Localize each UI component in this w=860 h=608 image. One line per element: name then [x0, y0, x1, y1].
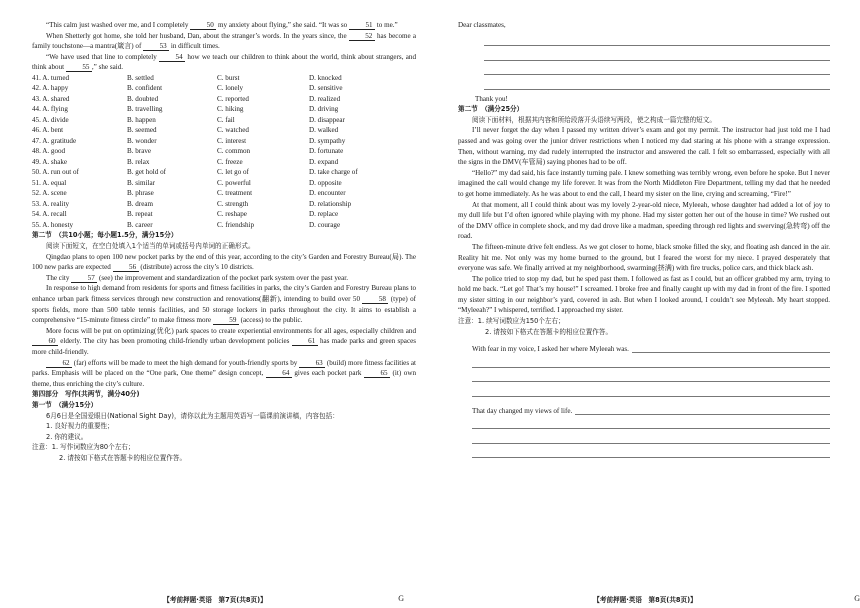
option-choice: C. friendship	[217, 220, 255, 229]
passage-text: how we teach our children to think about the world, think about strangers, and think about	[32, 52, 416, 72]
continuation-lead-2[interactable]	[472, 403, 830, 415]
answer-blank: 54	[159, 53, 185, 62]
passage-text: (far) efforts will be made to meet the high demand for youth-friendly sports by	[72, 358, 300, 367]
option-choice: 47. A. gratitude	[32, 136, 77, 145]
option-choice: D. disappear	[309, 115, 345, 124]
writing-line[interactable]	[484, 32, 830, 47]
writing-line[interactable]	[484, 46, 830, 61]
story-paragraph: “Hello?” my dad said, his face instantly turning pale. I knew something was terribly wrong, even before he spoke. But I never imagined the call would change my life forever. It was from the North Middleton Fire Department, telling my dad that he needed to get home immediately. As he was about to end the call, I heard my sister on the line, crying and screaming, “Fire!”	[458, 168, 830, 198]
option-choice: B. settled	[127, 73, 154, 82]
answer-blank: 64	[266, 369, 292, 378]
answer-blank: 65	[364, 369, 390, 378]
writing-line[interactable]	[472, 368, 830, 383]
answer-blank: 50	[190, 21, 216, 30]
passage-text: to me.”	[375, 21, 398, 29]
option-choice: 44. A. flying	[32, 105, 68, 114]
options-table	[32, 73, 402, 231]
story-paragraph: I’ll never forget the day when I passed my written driver’s exam and got my permit. The instructor had just told me I had passed and was going over the junior driver restrictions when I noticed my dad staring at his phone with a strange expression. Then, without warning, my dad rudely interrupted the instructor and answered the call. I felt so embarrassed, especially with all the signs in the DMV(车管局) saying phones had to be off.	[458, 126, 830, 167]
option-choice: D. take charge of	[309, 168, 358, 177]
passage-text: (it) own theme, thus enriching the city’s culture.	[32, 369, 416, 388]
option-row	[32, 220, 402, 231]
option-choice: C. hiking	[217, 105, 244, 114]
part-title: 第四部分 写作(共两节，满分40分)	[32, 390, 140, 399]
section-instruction: 阅读下面短文，在空白处填入1个适当的单词或括号内单词的正确形式。	[46, 242, 255, 251]
option-row	[32, 136, 402, 147]
option-choice: D. expand	[309, 157, 339, 166]
answer-blank: 51	[349, 21, 375, 30]
option-choice: D. realized	[309, 94, 341, 103]
option-choice: 41. A. turned	[32, 73, 70, 82]
passage-paragraph	[32, 252, 416, 273]
option-row	[32, 188, 402, 199]
option-choice: 52. A. scene	[32, 189, 67, 198]
option-row	[32, 94, 402, 105]
option-choice: C. treatment	[217, 189, 253, 198]
story-paragraph: The police tried to stop my dad, but he sped past them. I followed as fast as I could, but an officer grabbed my arm, trying to hold me back. “Let go! That’s my house!” I screamed. I broke free and finally caught up with my dad in front of the fire. I spotted my sister sitting in our neighbor’s yard, covered in ash. But when I looked around, I couldn’t see Myleeah. My heart stopped. “Myleeah?” I whispered, terrified. I approached my sister.	[458, 274, 830, 315]
passage-paragraph	[32, 31, 416, 52]
note-line: 注意：1. 续写词数应为150个左右；	[458, 317, 565, 326]
passage-text: When Shetterly got home, she told her husband, Dan, about the stranger’s words. In the years since, the	[46, 31, 349, 40]
passage-text: has made parks and green spaces more child-friendly.	[32, 337, 416, 356]
option-choice: B. confident	[127, 84, 163, 93]
option-choice: B. dream	[127, 199, 154, 208]
option-choice: C. freeze	[217, 157, 243, 166]
option-choice: 54. A. recall	[32, 210, 67, 219]
note-line: 2. 请按如下格式在答题卡的相应位置作答。	[59, 453, 187, 462]
option-choice: C. strength	[217, 199, 249, 208]
story-paragraph: At that moment, all I could think about was my lovely 2-year-old niece, Myleeah, whose daughter had added a lot of joy to my dull life but I’d often ignored while playing with my phone. Had my sister gotten her out of the house in time? We rushed out of the DMV office in complete shock, and my dad drove like a madman, speeding through red lights and swerving(急转弯) off the road.	[458, 200, 830, 241]
option-choice: D. driving	[309, 105, 339, 114]
passage-paragraph	[32, 52, 416, 73]
option-row	[32, 199, 402, 210]
passage-text: elderly. The city has been promoting child-friendly urban development policies	[58, 337, 292, 346]
option-choice: 55. A. honesty	[32, 220, 73, 229]
writing-point: 2. 你的建议。	[46, 432, 88, 441]
writing-line[interactable]	[472, 382, 830, 397]
option-choice: 49. A. shake	[32, 157, 68, 166]
option-choice: D. opposite	[309, 178, 342, 187]
footer-text: 【考前押题·英语 第7页(共8页)】	[163, 596, 267, 604]
option-choice: B. wonder	[127, 136, 157, 145]
passage-paragraph	[32, 326, 416, 358]
writing-area-2[interactable]	[472, 341, 830, 458]
writing-line[interactable]	[575, 406, 830, 415]
section-title: 第二节 （共10小题；每小题1.5分，满分15分）	[32, 231, 178, 240]
footer-text: 【考前押题·英语 第8页(共8页)】	[593, 596, 697, 604]
footer-mark: G	[854, 594, 860, 603]
passage-text: (build) more fitness facilities at parks. Emphasis will be placed on the “One park, One theme” design concept,	[32, 358, 416, 378]
option-choice: C. powerful	[217, 178, 251, 187]
option-choice: 43. A. shared	[32, 94, 70, 103]
option-row	[32, 104, 402, 115]
option-row	[32, 115, 402, 126]
option-choice: D. sympathy	[309, 136, 346, 145]
option-choice: B. seemed	[127, 126, 157, 135]
option-choice: B. brave	[127, 147, 152, 156]
option-row	[32, 146, 402, 157]
passage-text: ,” she said.	[91, 63, 124, 72]
option-choice: B. career	[127, 220, 153, 229]
writing-line[interactable]	[472, 415, 830, 430]
writing-line[interactable]	[472, 429, 830, 444]
option-choice: D. knocked	[309, 73, 342, 82]
option-choice: D. walked	[309, 126, 339, 135]
answer-blank: 57	[71, 274, 97, 283]
passage-text: “This calm just washed over me, and I completely	[46, 21, 191, 29]
passage-text: (distribute) across the city’s 10 districts.	[138, 263, 254, 272]
answer-blank: 53	[143, 42, 169, 51]
writing-line[interactable]	[472, 353, 830, 368]
option-choice: D. replace	[309, 210, 339, 219]
option-choice: 48. A. good	[32, 147, 66, 156]
option-choice: 53. A. reality	[32, 199, 70, 208]
passage-paragraph	[32, 20, 416, 31]
writing-point: 1. 良好视力的重要性；	[46, 422, 114, 431]
option-choice: C. fail	[217, 115, 235, 124]
option-row	[32, 178, 402, 189]
option-choice: C. reported	[217, 94, 249, 103]
answer-blank: 52	[349, 32, 375, 41]
passage-text: has become a family touchstone—a mantra(箴言) of	[32, 31, 416, 51]
option-choice: B. similar	[127, 178, 155, 187]
answer-blank: 63	[299, 359, 325, 368]
option-choice: C. common	[217, 147, 251, 156]
passage-text: “We have used that line to completely	[46, 52, 160, 61]
option-choice: C. burst	[217, 73, 240, 82]
section-instruction: 阅读下面材料，根据其内容和所给段落开头语续写两段，使之构成一篇完整的短文。	[472, 115, 716, 124]
writing-line[interactable]	[472, 444, 830, 459]
lead-sentence: With fear in my voice, I asked her where Myleeah was.	[472, 345, 629, 354]
option-choice: B. travelling	[127, 105, 163, 114]
option-choice: 50. A. run out of	[32, 168, 79, 177]
passage-text: my anxiety about flying,” she said. “It was so	[216, 21, 349, 29]
option-choice: D. sensitive	[309, 84, 343, 93]
option-choice: B. phrase	[127, 189, 154, 198]
option-choice: 45. A. divide	[32, 115, 69, 124]
writing-prompt: 6月6日是全国爱眼日(National Sight Day)，请你以此为主题用英语写一篇课前演讲稿，内容包括：	[46, 411, 339, 420]
passage-text: in difficult times.	[169, 42, 220, 51]
passage-text: (access) to the public.	[238, 316, 303, 325]
option-choice: C. let go of	[217, 168, 249, 177]
passage-text: gives each pocket park	[291, 369, 365, 378]
answer-blank: 59	[213, 316, 239, 325]
section-title: 第一节 （满分15分）	[32, 400, 98, 409]
option-row	[32, 157, 402, 168]
passage-text: Qingdao plans to open 100 new pocket parks by the end of this year, according to the city’s Garden and Forestry Bureau(局). The 100 new parks are expected	[32, 252, 416, 272]
answer-blank: 60	[32, 337, 58, 346]
option-choice: 46. A. bent	[32, 126, 64, 135]
option-choice: B. get hold of	[127, 168, 167, 177]
option-row	[32, 209, 402, 220]
writing-line[interactable]	[484, 75, 830, 90]
option-choice: D. encounter	[309, 189, 346, 198]
option-choice: C. lonely	[217, 84, 244, 93]
passage-text: In response to high demand from residents for sports and fitness facilities in parks, the city’s Garden and Forestry Bureau plans to enhance urban park fitness services through new construction and renovations(翻新), intending to build over 50	[32, 284, 416, 304]
passage-text: (see) the improvement and standardization of the pocket park system over the past year.	[97, 273, 348, 282]
option-choice: D. relationship	[309, 199, 352, 208]
passage-text: More focus will be put on optimizing(优化) park spaces to create experiential environments for all ages, especially children and	[46, 326, 416, 335]
option-choice: B. repeat	[127, 210, 153, 219]
lead-sentence: That day changed my views of life.	[472, 406, 573, 415]
writing-line[interactable]	[632, 344, 830, 353]
option-choice: C. reshape	[217, 210, 247, 219]
option-choice: C. watched	[217, 126, 249, 135]
letter-greeting: Dear classmates,	[458, 21, 506, 29]
option-choice: D. courage	[309, 220, 341, 229]
passage-paragraph	[32, 358, 416, 390]
option-row	[32, 167, 402, 178]
answer-blank: 61	[292, 337, 318, 346]
right-page	[430, 0, 860, 608]
option-choice: D. fortunate	[309, 147, 344, 156]
note-line: 注意：1. 写作词数应为80个左右；	[32, 443, 135, 452]
letter-closing: Thank you!	[475, 94, 508, 103]
passage-paragraph	[32, 273, 416, 284]
option-choice: 51. A. equal	[32, 178, 67, 187]
story-paragraph: The fifteen-minute drive felt endless. As we got closer to home, black smoke filled the sky, and floating ash danced in the air. Reality hit me. Not only was my home burned to the ground, but I feared the worst for my niece. I prayed desperately that everyone was safe. We finally arrived at my neighborhood, swarming(挤满) with fire trucks, police cars, and thick black ash.	[458, 242, 830, 273]
answer-blank: 58	[362, 295, 388, 304]
answer-blank: 55	[66, 63, 92, 72]
option-choice: B. happen	[127, 115, 156, 124]
option-row	[32, 73, 402, 84]
option-row	[32, 83, 402, 94]
writing-area-1[interactable]	[484, 32, 830, 90]
continuation-lead-1[interactable]	[472, 341, 830, 353]
passage-text: (type) of sports fields, more than 500 table tennis facilities, and 50 storage lockers in parks throughout the city. It aims to establish a comprehensive “15-minute fitness circle” to make fitness more	[32, 295, 416, 325]
footer-mark: G	[398, 594, 404, 603]
writing-line[interactable]	[484, 61, 830, 76]
option-choice: C. interest	[217, 136, 247, 145]
option-choice: B. doubted	[127, 94, 159, 103]
passage-paragraph	[32, 283, 416, 325]
option-row	[32, 125, 402, 136]
option-choice: 42. A. happy	[32, 84, 69, 93]
passage-text: The city	[46, 273, 72, 282]
answer-blank: 62	[46, 359, 72, 368]
note-line: 2. 请按如下格式在答题卡的相应位置作答。	[485, 327, 613, 336]
answer-blank: 56	[113, 263, 139, 272]
option-choice: B. relax	[127, 157, 150, 166]
section-title: 第二节 （满分25分）	[458, 105, 524, 114]
